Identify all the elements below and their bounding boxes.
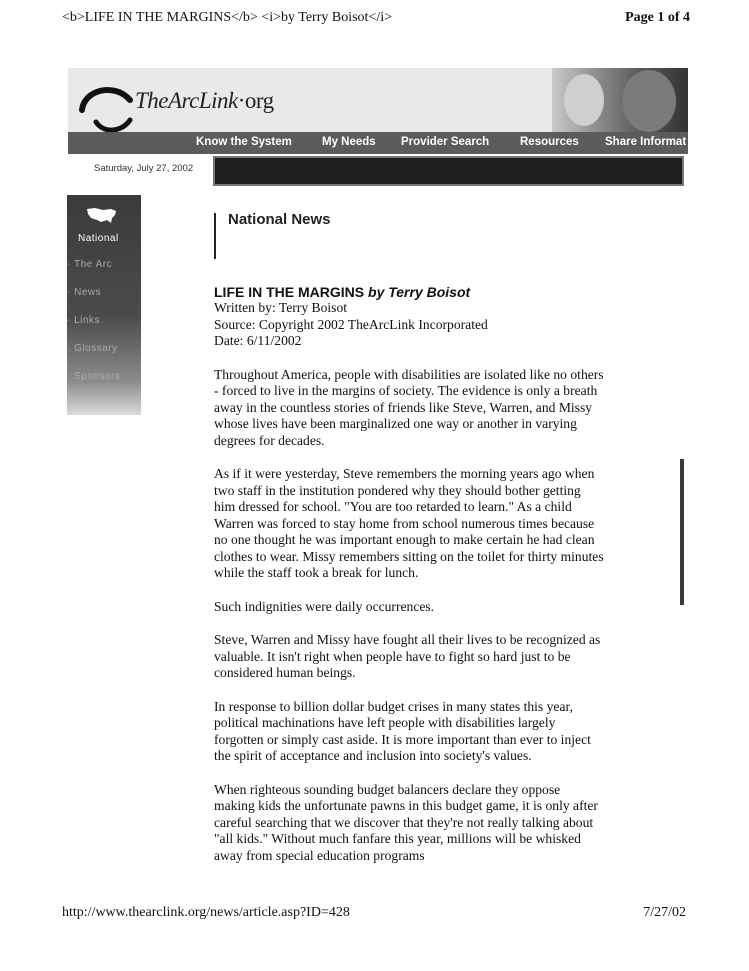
sidebar-dash: - (67, 371, 75, 382)
current-date: Saturday, July 27, 2002 (94, 163, 194, 174)
sidebar-item-label: Glossary (74, 343, 118, 354)
article-title-line (214, 284, 604, 300)
sidebar-dash: - (67, 315, 75, 326)
top-nav (68, 132, 688, 154)
article-paragraph: In response to billion dollar budget crises in many states this year, political machinations have left people with disabilities largely forgotten or simply cast aside. It is more important than ever to inject the spirit of acceptance and inclusion into society's values. (214, 698, 591, 763)
subnav-bar (213, 156, 684, 186)
sidebar-item-sponsors[interactable] (67, 371, 141, 382)
article-byline: by Terry Boisot (368, 284, 471, 300)
sidebar-item-label: The Arc (74, 259, 113, 270)
nav-share-information[interactable]: Share Informat (605, 136, 687, 148)
banner-face-child (564, 74, 604, 126)
page-url: http://www.thearclink.org/news/article.asp?ID=428 (62, 905, 350, 920)
sidebar-item-links[interactable] (67, 315, 141, 326)
article-paragraph: Steve, Warren and Missy have fought all their lives to be recognized as valuable. It isn't right when people have to fight so hard just to be considered human beings. (214, 632, 601, 680)
page-number: Page 1 of 4 (625, 10, 690, 25)
sidebar-item-label: Links (74, 315, 100, 326)
logo-swoosh-icon (74, 78, 134, 132)
nav-provider-search[interactable]: Provider Search (401, 136, 490, 148)
print-header-title: <b>LIFE IN THE MARGINS</b> <i>by Terry Boisot</i> (62, 10, 392, 25)
logo-suffix: ·org (237, 88, 274, 113)
sidebar-dash: - (67, 343, 75, 354)
print-footer (62, 905, 690, 925)
sidebar-item-label: News (74, 287, 102, 298)
nav-resources[interactable]: Resources (520, 136, 579, 148)
article (214, 284, 604, 864)
nav-my-needs[interactable]: My Needs (322, 136, 376, 148)
site-banner (68, 68, 688, 132)
print-date: 7/27/02 (643, 905, 686, 920)
logo-text: TheArcLink (135, 88, 238, 113)
sidebar-dash: - (67, 287, 75, 298)
sidebar-dash: - (67, 259, 75, 270)
article-paragraph: Throughout America, people with disabilities are isolated like no others - forced to live in the margins of society. The evidence is only a breath away in the countless stories of friends like Steve, Warren, and Missy whose lives have been marginalized one way or another in varying degrees for decades. (214, 366, 604, 448)
section-divider (214, 213, 216, 259)
sidebar-item-news[interactable] (67, 287, 141, 298)
site-logo[interactable] (135, 88, 274, 114)
article-paragraph: Such indignities were daily occurrences. (214, 598, 435, 614)
sidebar-item-glossary[interactable] (67, 343, 141, 354)
banner-face-man (622, 70, 676, 132)
article-title: LIFE IN THE MARGINS (214, 284, 365, 300)
sidebar-item-the-arc[interactable] (67, 259, 141, 270)
article-paragraph: As if it were yesterday, Steve remembers the morning years ago when two staff in the institution pondered why they should bother getting him dressed for school. "You are too retarded to learn." As a child Warren was forced to stay home from school numerous times because no one thought he was important enough to make certain he had clean clothes to wear. Missy remembers sitting on the toilet for thirty minutes while the staff took a break for lunch. (214, 466, 604, 580)
article-paragraph: When righteous sounding budget balancers declare they oppose making kids the unfortunate pawns in this budget game, it is only after careful searching that we discover that they're not really talking about "all kids." Without much fanfare this year, millions will be whisked away from special education programs (214, 781, 598, 863)
banner-photo (552, 68, 688, 132)
usa-map-icon (85, 205, 119, 227)
scrollbar-thumb[interactable] (680, 459, 684, 605)
section-title: National News (228, 211, 331, 228)
nav-know-the-system[interactable]: Know the System (196, 136, 292, 148)
article-date: Date: 6/11/2002 (214, 333, 302, 348)
article-source: Source: Copyright 2002 TheArcLink Incorporated (214, 316, 488, 332)
sidebar (67, 195, 141, 415)
sidebar-item-national[interactable]: National (78, 233, 119, 244)
print-header (62, 10, 690, 30)
sidebar-item-label: Sponsors (74, 371, 121, 382)
article-written-by: Written by: Terry Boisot (214, 300, 348, 315)
